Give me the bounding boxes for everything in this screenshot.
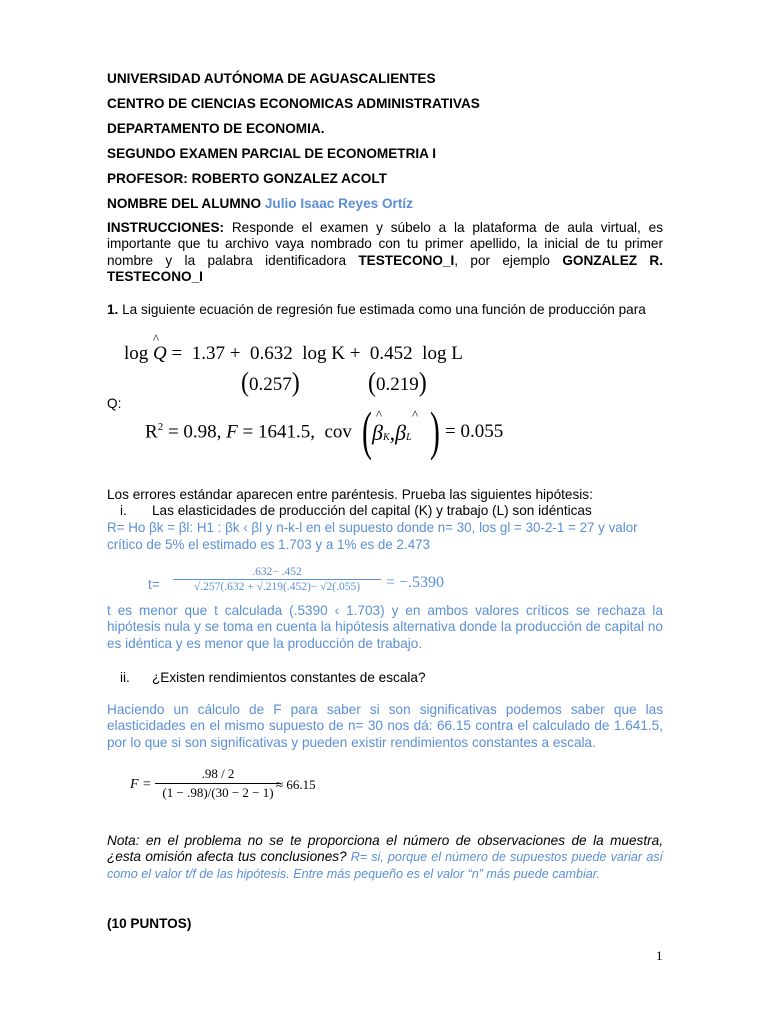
item-ii-label: ii. — [120, 670, 130, 685]
beta-k-subscript: K — [382, 432, 390, 443]
equation-log: log — [124, 343, 149, 364]
professor-heading: PROFESOR: ROBERTO GONZALEZ ACOLT — [107, 171, 387, 186]
equation-q: Q — [153, 343, 167, 364]
note-paragraph — [107, 833, 663, 882]
t-numerator: .632− .452 — [252, 566, 302, 578]
beta-l-subscript: L — [406, 432, 412, 443]
beta-k-hat: ^ — [376, 407, 383, 422]
cov-arguments — [372, 420, 412, 446]
regression-equation — [124, 343, 463, 365]
f-symbol: F — [226, 421, 238, 443]
beta-l-hat: ^ — [412, 407, 419, 422]
note-question: Nota: en el problema no se te proporciona el número de observaciones de la muestra, ¿esta omisión afecta tus conclusiones? — [107, 833, 663, 865]
item-i-answer-line-1: R= Ho βk = βl: H1 : βk ‹ βl y n-k-l en el supuesto donde n= 30, los gl = 30-2-1 = 27 y valor — [107, 520, 638, 535]
t-denominator: √.257(.632 + √.219(.452)− √2(.055) — [193, 581, 361, 593]
f-fraction-bar — [155, 783, 281, 784]
question-1-statement: La siguiente ecuación de regresión fue estimada como una función de producción para — [118, 302, 646, 317]
t-fraction-bar — [173, 579, 381, 580]
f-equation-label: F = — [130, 777, 152, 792]
item-i-conclusion: t es menor que t calculada (.5390 ‹ 1.703) y en ambos valores críticos se rechaza la hipótesis nula y se toma en cuenta la hipótesis alternativa donde la producción de capital no es idéntica y es menor que la producción de trabajo. — [107, 603, 663, 651]
beta-l: β — [395, 420, 407, 445]
item-i-answer-line-2: crítico de 5% el estimado es 1.703 y a 1% es de 2.473 — [107, 537, 431, 552]
q-label: Q: — [107, 396, 122, 411]
t-result: = −.5390 — [386, 574, 445, 591]
standard-error-k: (0.257) — [241, 367, 300, 398]
instructions-paragraph — [107, 220, 663, 286]
equation-rhs: = 1.37 + 0.632 log K + 0.452 log L — [171, 343, 463, 364]
cov-comma: , — [389, 420, 396, 445]
r-squared-exponent: 2 — [157, 421, 164, 433]
beta-k: β — [372, 420, 383, 445]
note-answer: R= si, porque el número de supuestos puede variar así como el valor t/f de las hipótesis. Entre más pequeño es el valor “n” más puede cambiar. — [107, 850, 663, 881]
instructions-keyword: TESTECONO_I — [358, 252, 455, 268]
f-fraction — [155, 766, 281, 801]
f-numerator: .98 / 2 — [201, 766, 235, 781]
department-heading: DEPARTAMENTO DE ECONOMIA. — [107, 121, 325, 136]
instructions-label: INSTRUCCIONES: — [107, 220, 225, 235]
f-result: ≈ 66.15 — [276, 777, 316, 792]
points-label: (10 PUNTOS) — [107, 916, 192, 931]
item-i-label: i. — [120, 503, 127, 518]
f-value: = 1641.5, cov — [237, 421, 352, 443]
exam-heading: SEGUNDO EXAMEN PARCIAL DE ECONOMETRIA I — [107, 146, 437, 161]
question-1-text — [107, 302, 663, 318]
cov-value: = 0.055 — [445, 421, 504, 442]
standard-error-l-value: 0.219 — [376, 374, 419, 395]
standard-error-l: (0.219) — [368, 367, 427, 398]
item-ii-text: ¿Existen rendimientos constantes de escala? — [152, 670, 426, 685]
f-denominator: (1 − .98)/(30 − 2 − 1) — [162, 785, 274, 800]
university-heading: UNIVERSIDAD AUTÓNOMA DE AGUASCALIENTES — [107, 71, 436, 86]
instructions-example: GONZALEZ R. TESTECONO_I — [107, 252, 663, 285]
item-ii-answer: Haciendo un cálculo de F para saber si son significativas podemos saber que las elasticidades en el mismo supuesto de n= 30 nos dá: 66.15 contra el calculado de 1.641.5, por lo que si son significativas y pueden existir rendimientos constantes a escala. — [107, 702, 663, 750]
item-i-text: Las elasticidades de producción del capital (K) y trabajo (L) son idénticas — [152, 503, 592, 518]
cov-right-paren: ) — [430, 401, 440, 461]
student-label: NOMBRE DEL ALUMNO — [107, 196, 262, 211]
r-squared-symbol: R — [145, 421, 158, 443]
stats-line — [145, 421, 352, 443]
instructions-text-2: , por ejemplo — [454, 252, 563, 268]
standard-errors-note: Los errores estándar aparecen entre paréntesis. Prueba las siguientes hipótesis: — [107, 487, 593, 502]
standard-error-k-value: 0.257 — [249, 374, 292, 395]
center-heading: CENTRO DE CIENCIAS ECONOMICAS ADMINISTRATIVAS — [107, 96, 480, 111]
r-squared-value: = 0.98, — [163, 421, 222, 443]
question-1-number: 1. — [107, 302, 119, 317]
page-number: 1 — [656, 948, 663, 963]
cov-left-paren: ( — [362, 401, 372, 461]
q-hat: ^ — [153, 331, 160, 346]
t-fraction — [173, 566, 381, 593]
t-label: t= — [148, 577, 160, 592]
student-line — [107, 196, 413, 211]
instructions-text-1: Responde el examen y súbelo a la plataforma de aula virtual, es importante que tu archivo vaya nombrado con tu primer apellido, la inicial de tu primer nombre y la palabra identificadora — [107, 220, 663, 268]
student-name: Julio Isaac Reyes Ortíz — [264, 196, 413, 211]
